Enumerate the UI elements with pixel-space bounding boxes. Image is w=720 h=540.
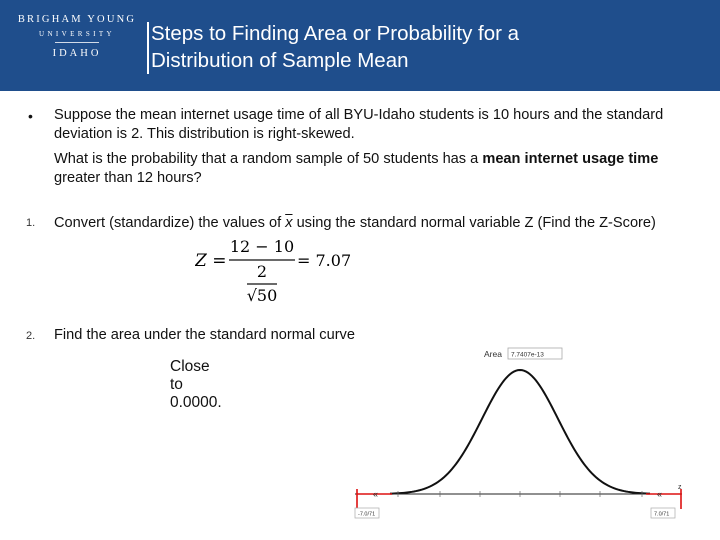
area-label: Area (484, 349, 502, 359)
question-suffix: greater than 12 hours? (54, 169, 202, 186)
problem-statement: Suppose the mean internet usage time of all BYU-Idaho students is 10 hours and the standard deviation is 2. This distribution is right-skewed. (54, 107, 664, 142)
logo-line-3: IDAHO (52, 48, 102, 59)
area-value: 7.7407e-13 (511, 351, 544, 359)
bullet-marker: • (28, 108, 33, 124)
title-line-1: Steps to Finding Area or Probability for a (151, 22, 520, 45)
logo-divider (55, 42, 99, 43)
formula-denominator-radical: √50 (246, 286, 278, 305)
step-2-number: 2. (26, 330, 36, 342)
problem-question (54, 150, 684, 187)
step-1-text-after: using the standard normal variable Z (Find the Z-Score) (296, 215, 656, 231)
formula-result: = 7.07 (297, 251, 352, 270)
answer-text: Close to 0.0000. (170, 358, 222, 411)
step-1-text (54, 214, 684, 233)
slide-header (0, 0, 720, 91)
formula-denominator-top: 2 (256, 262, 268, 281)
x-bar-symbol: $\overline{x}$ (285, 215, 293, 231)
slide-title (151, 20, 691, 74)
formula-numerator: 12 − 10 (229, 237, 295, 256)
question-prefix: What is the probability that a random sample of 50 students has a (54, 151, 479, 167)
left-axis-break: « (373, 489, 379, 499)
step-2-text: Find the area under the standard normal curve (54, 327, 355, 343)
step-1-text-before: Convert (standardize) the values of (54, 215, 282, 231)
formula-lhs: Z = (195, 251, 227, 271)
z-score-formula (195, 236, 365, 306)
question-emphasis: mean internet usage time (482, 151, 659, 167)
normal-curve-graph (350, 343, 690, 523)
logo-line-1: BRIGHAM YOUNG (17, 14, 137, 25)
z-axis-label: z (678, 484, 682, 491)
right-axis-break: « (657, 489, 663, 499)
normal-curve (390, 370, 650, 494)
title-divider (147, 22, 149, 74)
right-bound-value: 7.0/71 (654, 511, 670, 518)
step-1-number: 1. (26, 217, 36, 229)
left-bound-value: -7.0/71 (358, 511, 376, 518)
university-logo (12, 14, 142, 59)
logo-line-2: UNIVERSITY (39, 30, 115, 38)
title-line-2: Distribution of Sample Mean (151, 49, 409, 72)
